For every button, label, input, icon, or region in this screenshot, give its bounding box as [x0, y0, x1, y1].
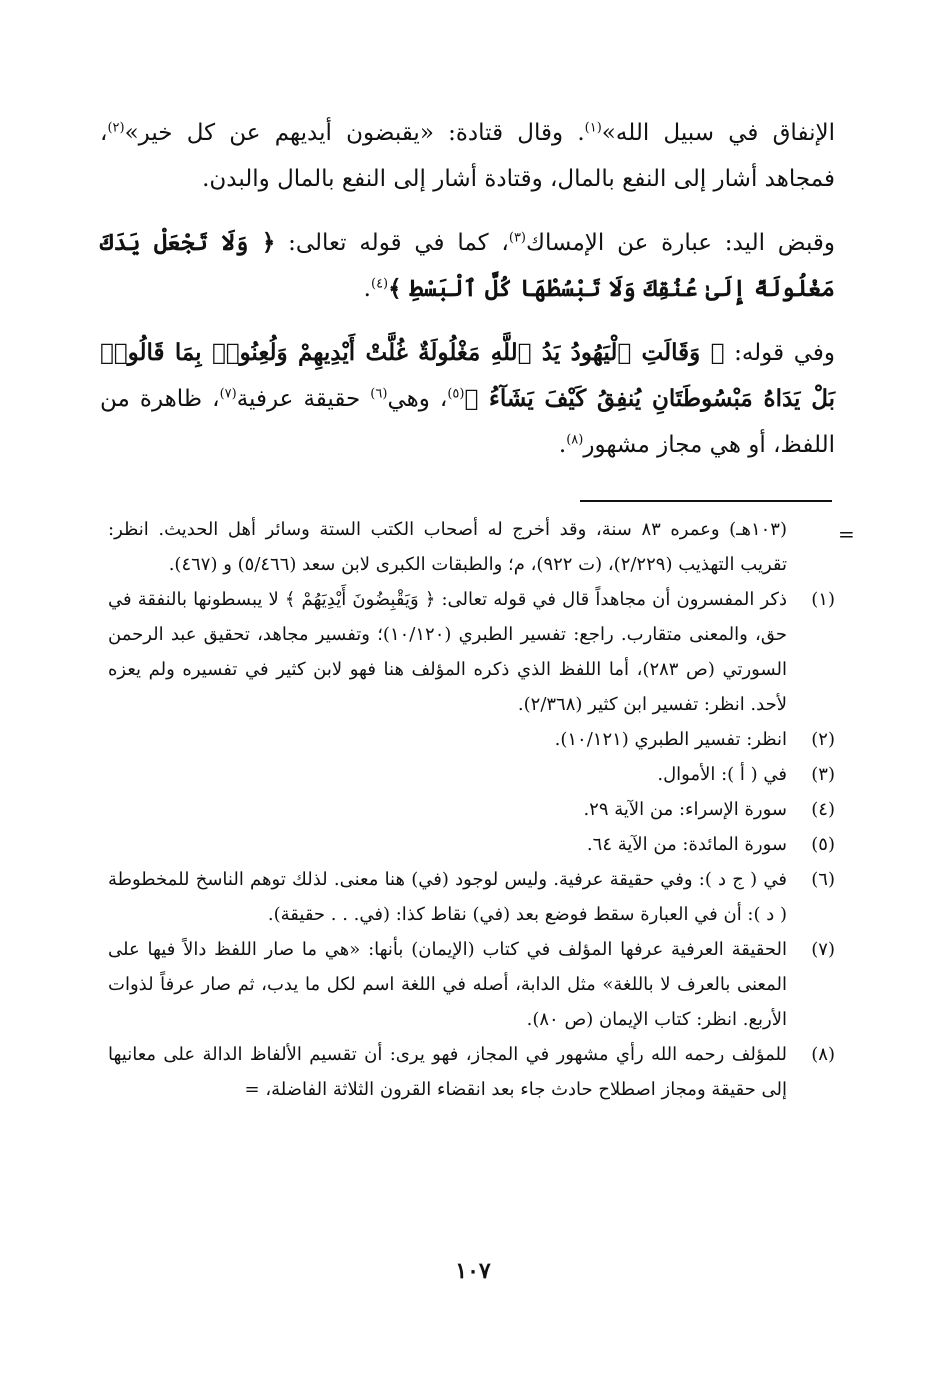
continuation-mark: =	[838, 522, 855, 546]
text-run: . وقال قتادة: «يقبضون أيديهم عن كل خير»	[124, 120, 585, 146]
footnote-number: (٤)	[811, 799, 835, 820]
footnote-ref[interactable]: (٥)	[447, 386, 465, 402]
footnote-ref[interactable]: (٤)	[370, 276, 389, 292]
footnote-number: (١)	[811, 589, 835, 610]
text-run: ، وهي	[387, 386, 448, 412]
paragraph-1	[100, 110, 835, 202]
footnote-3	[108, 757, 835, 792]
footnote-number: (٢)	[811, 729, 835, 750]
footnote-text: (١٠٣هـ) وعمره ٨٣ سنة، وقد أخرج له أصحاب الكتب الستة وسائر أهل الحديث. انظر: تقريب التهذيب (٢/٢٢٩)، (ت ٩٢٢)، م؛ والطبقات الكبرى لابن سعد (٥/٤٦٦) و (٤٦٧).	[108, 519, 787, 575]
footnote-4	[108, 792, 835, 827]
footnote-number: (٦)	[811, 869, 835, 890]
footnote-7	[108, 932, 835, 1037]
text-run: ، فمجاهد أشار إلى النفع بالمال، وقتادة أشار إلى النفع بالمال والبدن.	[100, 120, 835, 192]
text-run: .	[363, 276, 371, 302]
footnote-number: (٨)	[811, 1044, 835, 1065]
quran-verse: ﴿ وَلَا تَجْعَلْ يَدَكَ مَغْلُولَةً إِلَىٰ عُنُقِكَ وَلَا تَبْسُطْهَا كُلَّ ٱلْبَسْطِ ﴾	[100, 229, 835, 302]
text-run: وقبض اليد: عبارة عن الإمساك	[526, 230, 835, 256]
footnote-divider	[580, 500, 832, 502]
footnote-ref[interactable]: (٧)	[219, 386, 237, 402]
paragraph-2	[100, 220, 835, 312]
footnote-text: سورة المائدة: من الآية ٦٤.	[586, 834, 787, 855]
page-number: ١٠٧	[455, 1258, 491, 1284]
text-run: ، ظاهرة من اللفظ، أو هي مجاز مشهور	[100, 386, 835, 458]
text-run: الإنفاق في سبيل الله»	[601, 120, 835, 146]
footnote-ref[interactable]: (٢)	[107, 120, 125, 136]
footnote-8	[108, 1037, 835, 1107]
text-run: .	[558, 432, 567, 458]
text-run: ، كما في قوله تعالى:	[275, 230, 509, 256]
footnote-6	[108, 862, 835, 932]
footnote-2	[108, 722, 835, 757]
footnote-1	[108, 582, 835, 722]
footnote-ref[interactable]: (١)	[584, 120, 602, 136]
footnote-text: في ( أ ): الأموال.	[657, 764, 787, 785]
footnotes	[108, 512, 835, 1107]
footnote-5	[108, 827, 835, 862]
footnote-ref[interactable]: (٦)	[370, 386, 388, 402]
footnote-number: (٣)	[811, 764, 835, 785]
quran-verse: ﴿ وَقَالَتِ ٱلْيَهُودُ يَدُ ٱللَّهِ مَغْلُولَةٌ غُلَّتْ أَيْدِيهِمْ وَلُعِنُوا۟ بِمَا قَالُوا۟ بَلْ يَدَاهُ مَبْسُوطَتَانِ يُنفِقُ كَيْفَ يَشَآءُ ﴾	[100, 339, 836, 412]
footnote-ref[interactable]: (٣)	[508, 230, 526, 246]
footnote-text: سورة الإسراء: من الآية ٢٩.	[583, 799, 787, 820]
main-text	[100, 110, 835, 486]
footnote-text: ذكر المفسرون أن مجاهداً قال في قوله تعالى: ﴿ وَيَقْبِضُونَ أَيْدِيَهُمْ ﴾ لا يبسطونها بالنفقة في حق، والمعنى متقارب. راجع: تفسير الطبري (١٠/١٢٠)؛ وتفسير مجاهد، تحقيق عبد الرحمن السورتي (ص ٢٨٣)، أما اللفظ الذي ذكره المؤلف هنا فهو لابن كثير في تفسيره ولم يعزه لأحد. انظر: تفسير ابن كثير (٢/٣٦٨).	[108, 589, 787, 715]
footnote-ref[interactable]: (٨)	[566, 432, 584, 448]
text-run: حقيقة عرفية	[236, 386, 371, 412]
footnote-text: للمؤلف رحمه الله رأي مشهور في المجاز، فهو يرى: أن تقسيم الألفاظ الدالة على معانيها إلى حقيقة ومجاز اصطلاح حادث جاء بعد انقضاء القرون الثلاثة الفاضلة، =	[108, 1044, 787, 1100]
footnote-number: (٧)	[811, 939, 835, 960]
footnote-number: (٥)	[811, 834, 835, 855]
paragraph-3	[100, 330, 835, 468]
text-run: وفي قوله:	[724, 340, 836, 366]
footnote-text: انظر: تفسير الطبري (١٠/١٢١).	[554, 729, 787, 750]
footnote-text: الحقيقة العرفية عرفها المؤلف في كتاب (الإيمان) بأنها: «هي ما صار اللفظ دالاً فيها على المعنى بالعرف لا باللغة» مثل الدابة، أصله في اللغة اسم لكل ما يدب، ثم صار عرفاً لذوات الأربع. انظر: كتاب الإيمان (ص ٨٠).	[108, 939, 787, 1030]
footnote-number-blank	[787, 512, 835, 582]
footnote-continuation	[108, 512, 835, 582]
footnote-text: في ( ج د ): وفي حقيقة عرفية. وليس لوجود (في) هنا معنى. لذلك توهم الناسخ للمخطوطة ( د ): أن في العبارة سقط فوضع بعد (في) نقاط كذا: (في. . . حقيقة).	[108, 869, 787, 925]
